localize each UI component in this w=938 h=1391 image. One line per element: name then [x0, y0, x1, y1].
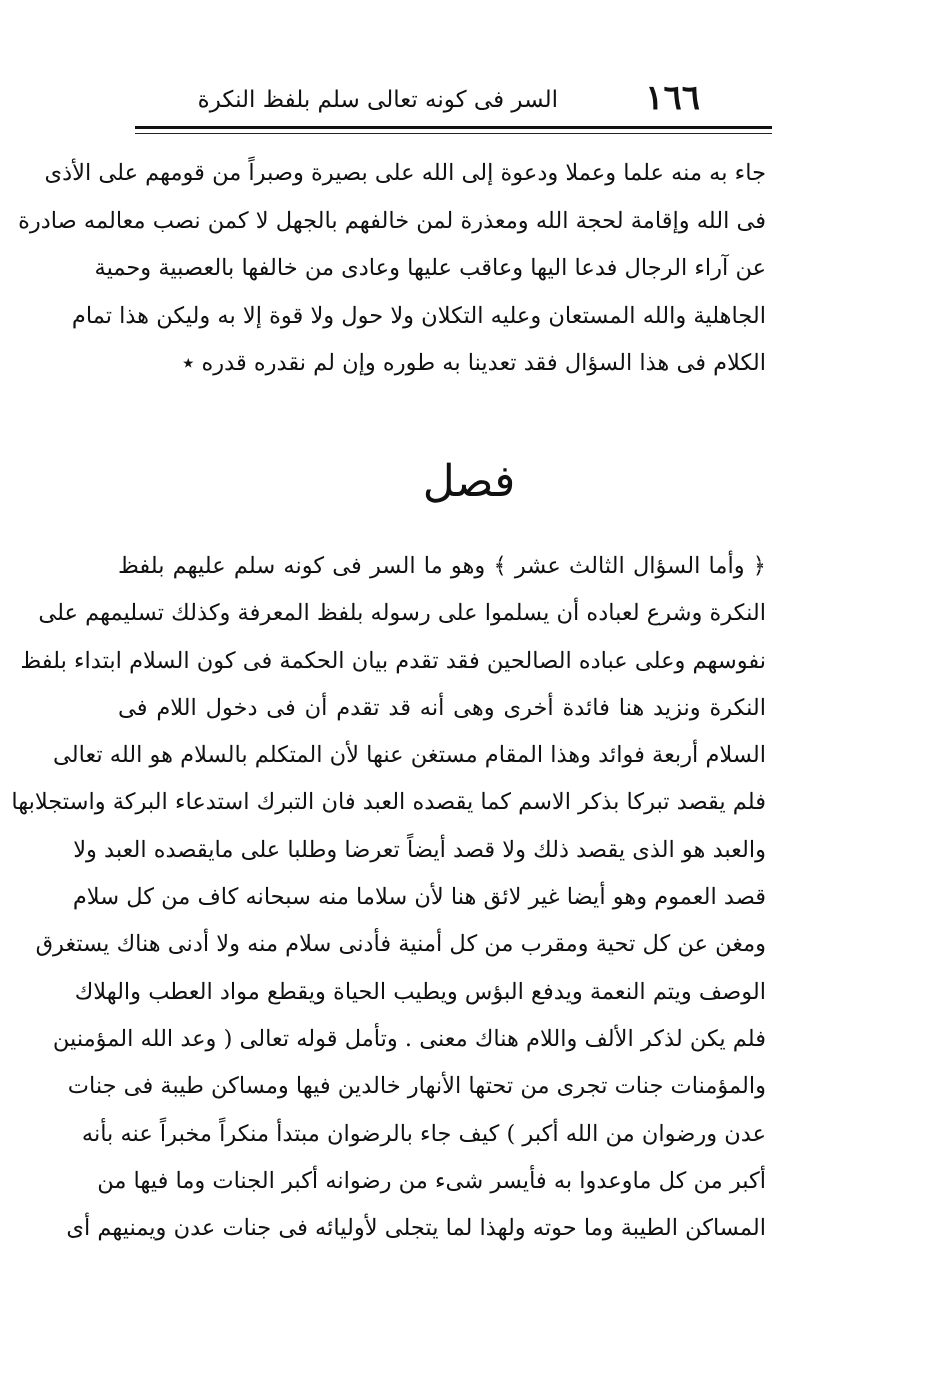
- text-line: فى الله وإقامة لحجة الله ومعذرة لمن خالفهم بالجهل لا كمن نصب معالمه صادرة: [18, 207, 766, 234]
- text-line: فلم يقصد تبركا بذكر الاسم كما يقصده العبد فان التبرك استدعاء البركة واستجلابها: [11, 789, 766, 816]
- text-line: ﴿ وأما السؤال الثالث عشر ﴾ وهو ما السر فى كونه سلم عليهم بلفظ: [118, 553, 766, 579]
- header-rule: [135, 126, 772, 129]
- text-line: نفوسهم وعلى عباده الصالحين فقد تقدم بيان الحكمة فى كون السلام ابتداء بلفظ: [20, 647, 766, 674]
- paragraph-2: [11, 543, 766, 1252]
- header-rule-thin: [135, 133, 772, 134]
- text-line: السلام أربعة فوائد وهذا المقام مستغن عنها لأن المتكلم بالسلام هو الله تعالى: [53, 742, 766, 769]
- text-line: النكرة ونزيد هنا فائدة أخرى وهى أنه قد تقدم أن فى دخول اللام فى: [118, 694, 766, 721]
- text-line: قصد العموم وهو أيضا غير لائق هنا لأن سلاما منه سبحانه كاف من كل سلام: [72, 884, 766, 911]
- section-title: فصل: [422, 456, 516, 507]
- paragraph-1: [18, 150, 766, 388]
- running-title: السر فى كونه تعالى سلم بلفظ النكرة: [197, 87, 558, 113]
- text-line: المساكن الطيبة وما حوته ولهذا لما يتجلى لأوليائه فى جنات عدن ويمنيهم أى: [66, 1215, 766, 1242]
- text-line: والمؤمنات جنات تجرى من تحتها الأنهار خالدين فيها ومساكن طيبة فى جنات: [67, 1073, 766, 1100]
- text-line: الكلام فى هذا السؤال فقد تعدينا به طوره وإن لم نقدره قدره ٭: [182, 350, 766, 376]
- text-line: جاء به منه علما وعملا ودعوة إلى الله على بصيرة وصبراً من قومهم على الأذى: [44, 160, 766, 186]
- page-number: ١٦٦: [645, 78, 700, 118]
- page-header: [150, 78, 780, 122]
- text-line: الوصف ويتم النعمة ويدفع البؤس ويطيب الحياة ويقطع مواد العطب والهلاك: [74, 978, 766, 1005]
- text-line: الجاهلية والله المستعان وعليه التكلان ولا حول ولا قوة إلا به وليكن هذا تمام: [71, 302, 766, 329]
- text-line: ومغن عن كل تحية ومقرب من كل أمنية فأدنى سلام منه ولا أدنى هناك يستغرق: [35, 931, 766, 958]
- text-line: والعبد هو الذى يقصد ذلك ولا قصد أيضاً تعرضا وطلبا على مايقصده العبد ولا: [73, 836, 766, 863]
- text-line: أكبر من كل ماوعدوا به فأيسر شىء من رضوانه أكبر الجنات وما فيها من: [97, 1167, 766, 1194]
- text-line: عدن ورضوان من الله أكبر ) كيف جاء بالرضوان مبتدأ منكراً مخبراً عنه بأنه: [81, 1120, 766, 1147]
- text-line: عن آراء الرجال فدعا اليها وعاقب عليها وعادى من خالفها بالعصبية وحمية: [94, 255, 766, 281]
- text-line: فلم يكن لذكر الألف واللام هناك معنى . وتأمل قوله تعالى ( وعد الله المؤمنين: [52, 1025, 766, 1052]
- text-line: النكرة وشرع لعباده أن يسلموا على رسوله بلفظ المعرفة وكذلك تسليمهم على: [38, 600, 766, 627]
